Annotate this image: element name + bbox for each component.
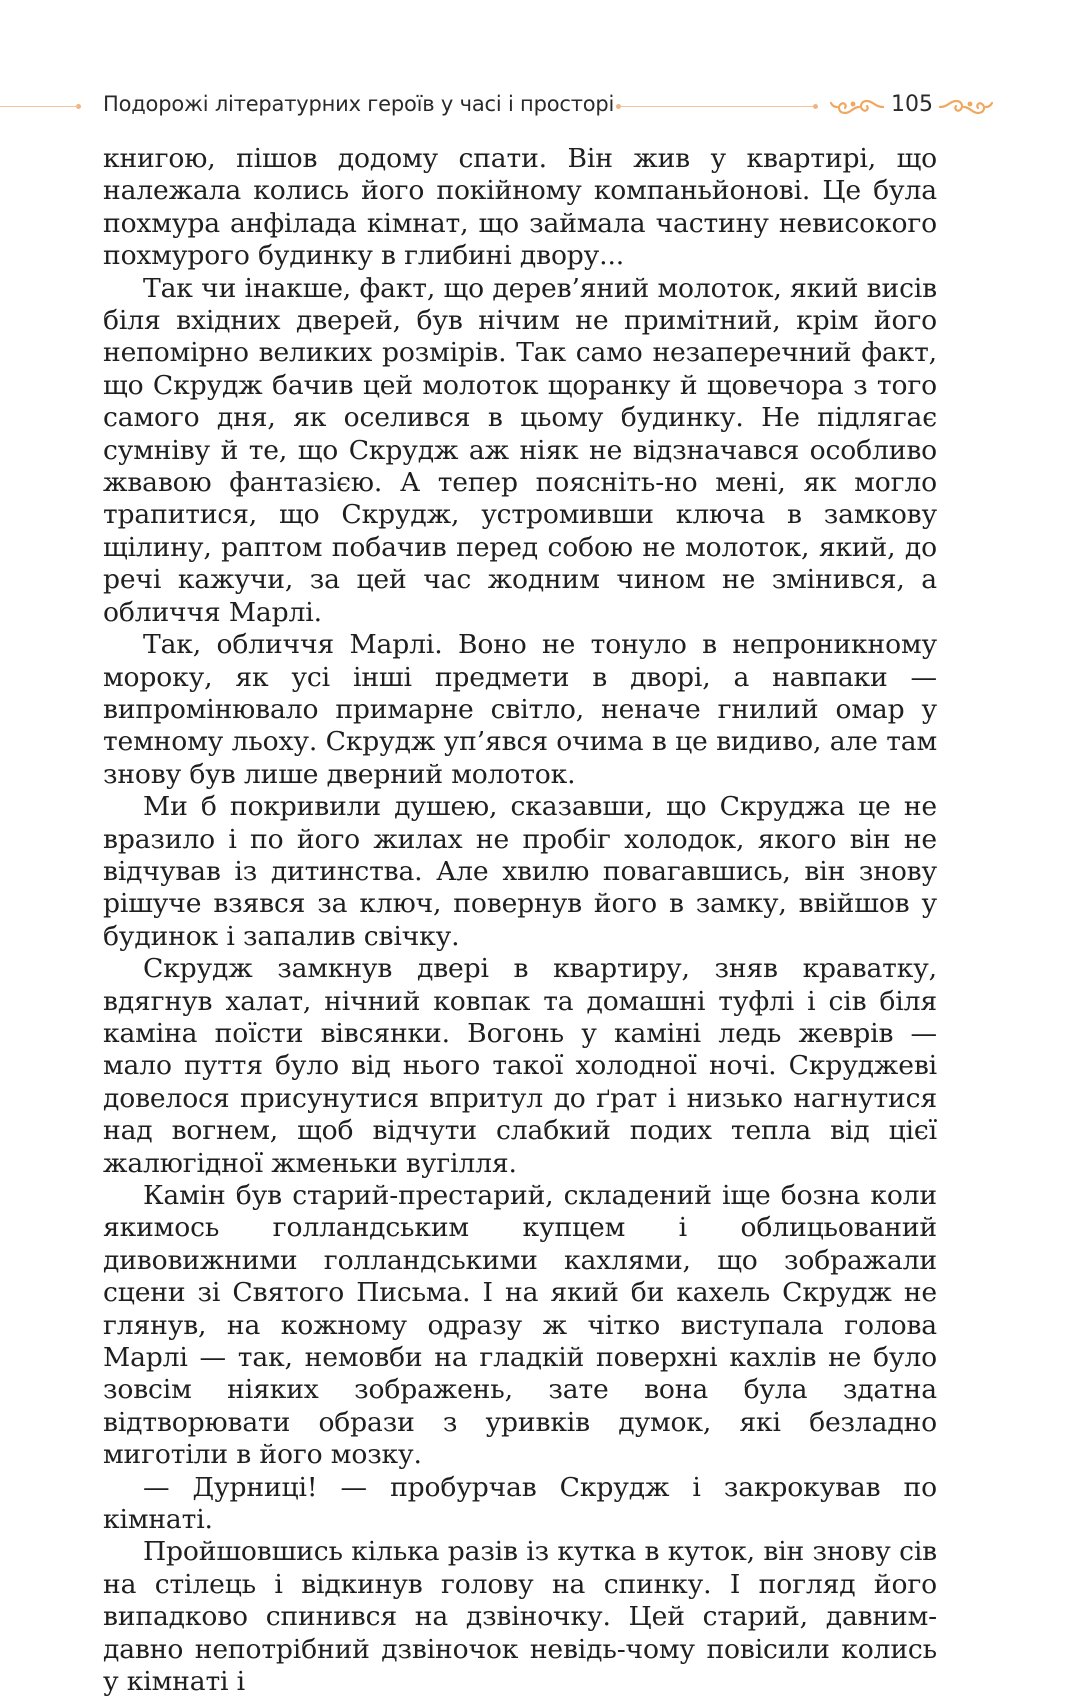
main-text xyxy=(103,143,937,1698)
swirl-ornament-icon xyxy=(829,94,885,120)
page-number: 105 xyxy=(891,92,933,117)
dialogue-line: — Дурниці! — пробурчав Скрудж і закрокував по кімнаті. xyxy=(103,1471,937,1536)
paragraph: Так чи інакше, факт, що дерев’яний молоток, який висів біля вхідних дверей, був нічим не примітний, крім його непомірно великих розмірів. Так само незаперечний факт, що Скрудж бачив цей молоток щоранку й щовечора з того самого дня, як оселився в цьому будинку. Не підлягає сумніву й те, що Скрудж аж ніяк не відзначався особливо жвавою фантазією. А тепер поясніть-но мені, як могло трапитися, що Скрудж, устромивши ключа в замкову щілину, раптом побачив перед собою не молоток, який, до речі кажучи, за цей час жодним чином не змінився, а обличчя Марлі. xyxy=(103,272,937,628)
header-middle-dot-end xyxy=(813,104,818,109)
paragraph: Камін був старий-престарий, складений іще бозна коли якимось голландським купцем і облицьований дивовижними голландськими кахлями, що зображали сцени зі Святого Письма. І на який би кахель Скрудж не глянув, на кожному одразу ж чітко виступала голова Марлі — так, немовби на гладкій поверхні кахлів не було зовсім ніяких зображень, зате вона була здатна відтворювати образи з уривків думок, які безладно миготіли в його мозку. xyxy=(103,1180,937,1471)
paragraph: книгою, пішов додому спати. Він жив у квартирі, що належала колись його покійному компаньйонові. Це була похмура анфілада кімнат, що займала частину невисокого похмурого будинку в глибині двору... xyxy=(103,143,937,272)
paragraph: Так, обличчя Марлі. Воно не тонуло в непроникному мороку, як усі інші предмети в дворі, а навпаки — випромінювало примарне світло, неначе гнилий омар у темному льоху. Скрудж уп’явся очима в це видиво, але там знову був лише дверний молоток. xyxy=(103,629,937,790)
header-left-rule xyxy=(0,106,78,107)
paragraph: Ми б покривили душею, сказавши, що Скруджа це не вразило і по його жилах не пробіг холодок, якого він не відчував із дитинства. Але хвилю повагавшись, він знову рішуче взявся за ключ, повернув його в замку, ввійшов у будинок і запалив свічку. xyxy=(103,791,937,952)
running-title: Подорожі літературних героїв у часі і просторі xyxy=(103,92,615,116)
running-header xyxy=(0,84,1091,128)
paragraph: Скрудж замкнув двері в квартиру, зняв краватку, вдягнув халат, нічний ковпак та домашні туфлі і сів біля каміна поїсти вівсянки. Вогонь у каміні ледь жеврів — мало пуття було від нього такої холодної ночі. Скруджеві довелося присунутися впритул до ґрат і низько нагнутися над вогнем, щоб відчути слабкий подих тепла від цієї жалюгідної жменьки вугілля. xyxy=(103,953,937,1179)
swirl-ornament-icon xyxy=(938,94,994,120)
header-middle-rule xyxy=(620,106,816,107)
paragraph: Пройшовшись кілька разів із кутка в куток, він знову сів на стілець і відкинув голову на спинку. І погляд його випадково спинився на дзвіночку. Цей старий, давним-давно непотрібний дзвіночок невідь-чому повісили колись у кімнаті і xyxy=(103,1536,937,1698)
